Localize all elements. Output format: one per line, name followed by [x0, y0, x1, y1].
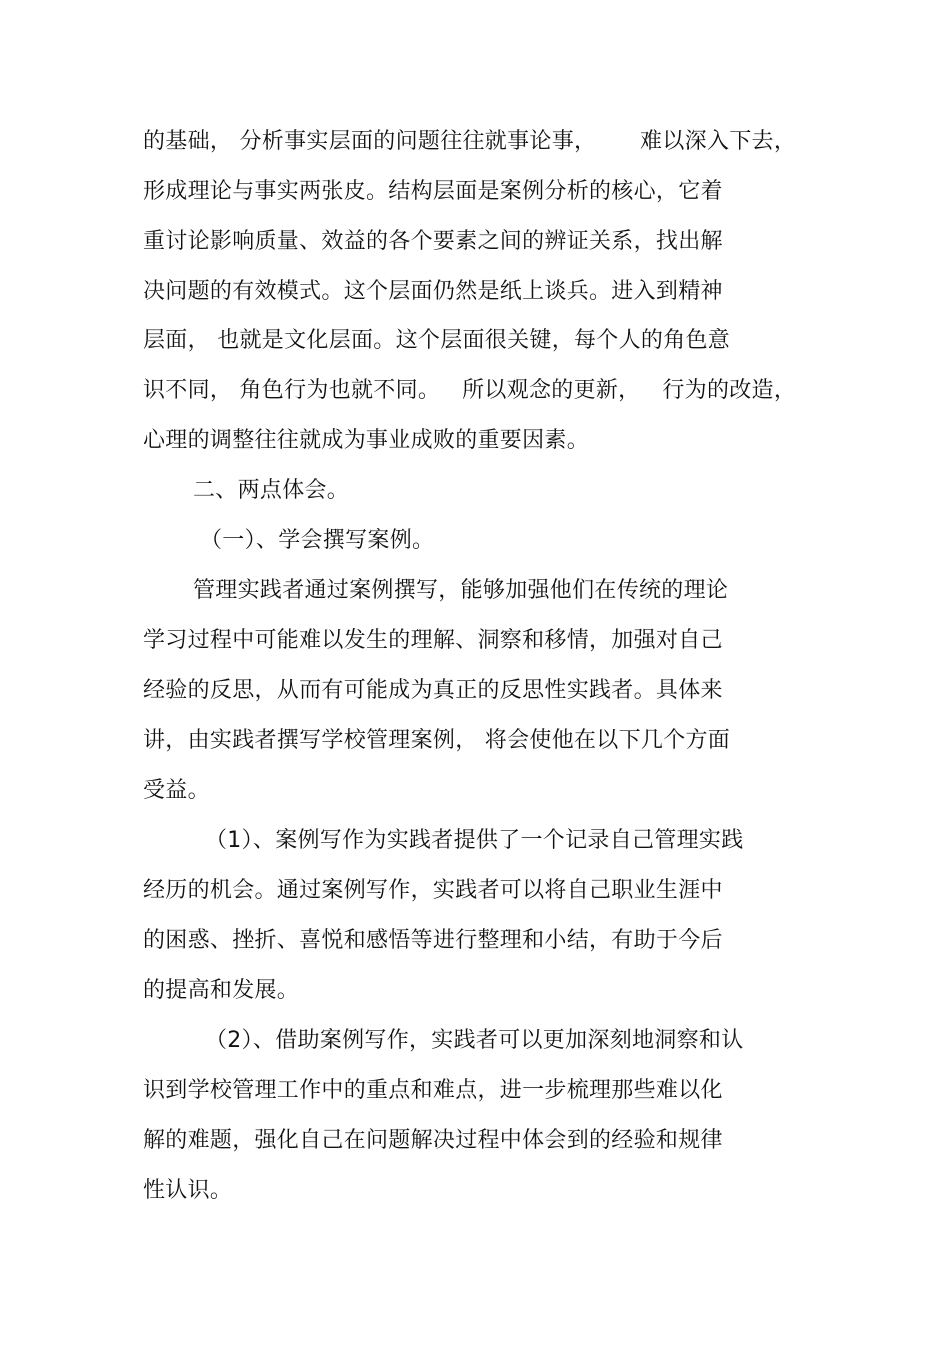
body-text-line: 经历的机会。通过案例写作，实践者可以将自己职业生涯中 — [143, 878, 723, 903]
body-text-line: 经验的反思，从而有可能成为真正的反思性实践者。具体来 — [143, 678, 723, 703]
section-heading: 二、两点体会。 — [193, 478, 350, 503]
body-text-line: 重讨论影响质量、效益的各个要素之间的辨证关系，找出解 — [143, 229, 723, 254]
body-text-line: 心理的调整往往就成为事业成败的重要因素。 — [143, 428, 590, 453]
list-item-2-first-line: （2）、借助案例写作，实践者可以更加深刻地洞察和认 — [205, 1028, 744, 1053]
paragraph-first-line: 管理实践者通过案例撰写，能够加强他们在传统的理论 — [193, 578, 729, 603]
body-text-line: 讲，由实践者撰写学校管理案例， 将会使他在以下几个方面 — [143, 728, 731, 753]
list-item-1-first-line: （1）、案例写作为实践者提供了一个记录自己管理实践 — [205, 828, 744, 853]
body-text-line: 识不同， 角色行为也就不同。 所以观念的更新， 行为的改造， — [143, 378, 797, 403]
subsection-heading: （一）、学会撰写案例。 — [200, 528, 435, 553]
body-text-line: 的提高和发展。 — [143, 978, 300, 1003]
body-text-line: 的困惑、挫折、喜悦和感悟等进行整理和小结，有助于今后 — [143, 928, 723, 953]
body-text-line: 学习过程中可能难以发生的理解、洞察和移情，加强对自己 — [143, 628, 723, 653]
body-text-line: 性认识。 — [143, 1178, 233, 1203]
body-text-line: 决问题的有效模式。这个层面仍然是纸上谈兵。进入到精神 — [143, 279, 723, 304]
body-text-line: 的基础， 分析事实层面的问题往往就事论事， 难以深入下去， — [143, 129, 797, 154]
body-text-line: 层面， 也就是文化层面。这个层面很关键，每个人的角色意 — [143, 328, 731, 353]
body-text-line: 识到学校管理工作中的重点和难点，进一步梳理那些难以化 — [143, 1078, 723, 1103]
body-text-line: 受益。 — [143, 778, 210, 803]
body-text-line: 解的难题，强化自己在问题解决过程中体会到的经验和规律 — [143, 1128, 723, 1153]
body-text-line: 形成理论与事实两张皮。结构层面是案例分析的核心，它着 — [143, 179, 723, 204]
